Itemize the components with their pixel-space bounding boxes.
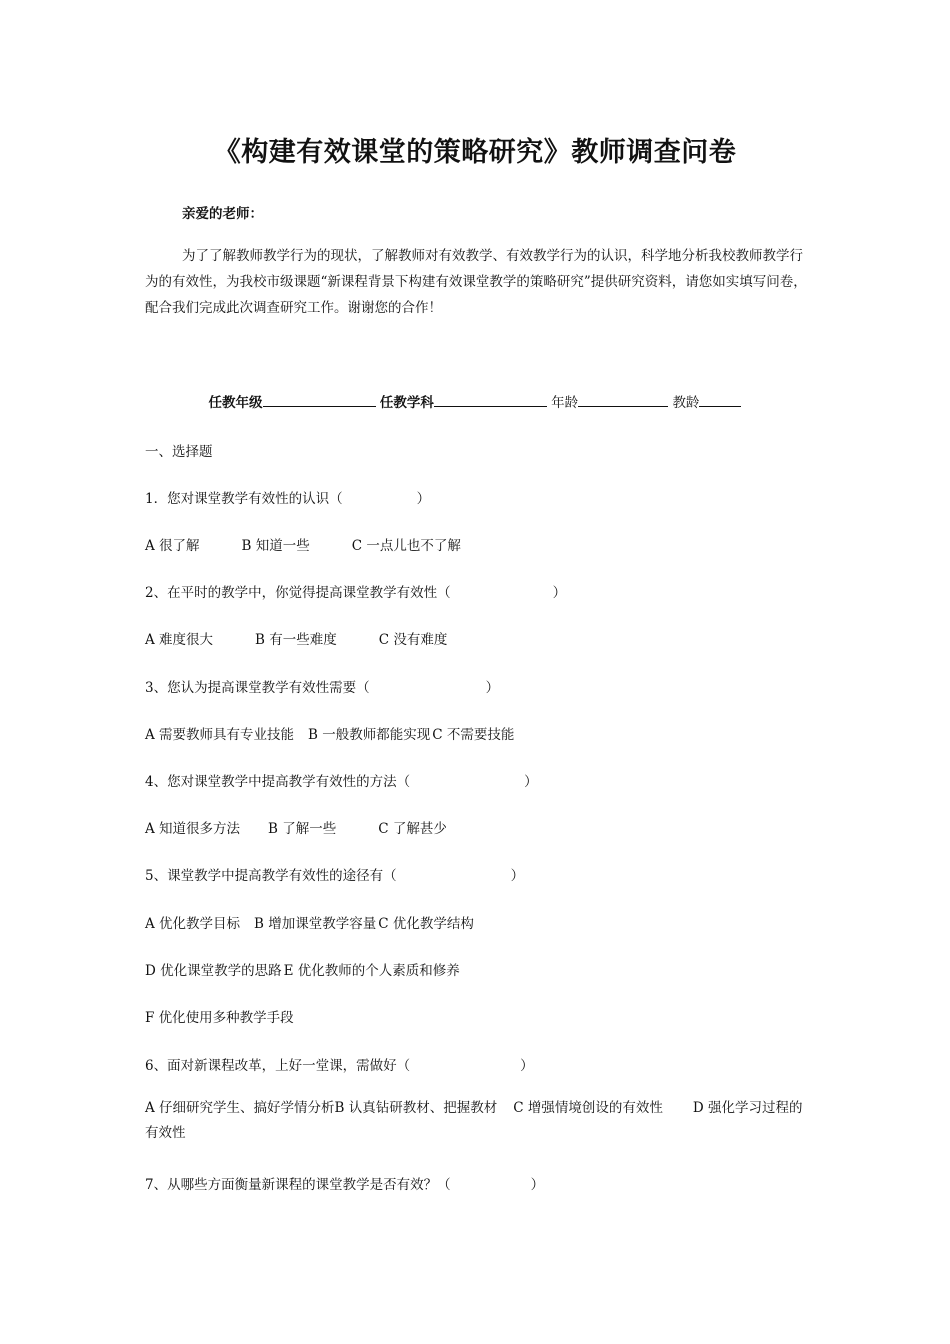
option-d[interactable]: D 强化学习过程的有效性 — [145, 1100, 803, 1141]
question-2 — [145, 581, 566, 601]
question-5-options-row-3 — [145, 1006, 294, 1026]
option-a[interactable]: A 仔细研究学生、搞好学情分析 — [145, 1100, 335, 1116]
option-c[interactable]: C 一点儿也不了解 — [351, 538, 461, 554]
option-c[interactable]: C 优化教学结构 — [378, 916, 474, 932]
option-d[interactable]: D 优化课堂教学的思路 — [145, 963, 282, 979]
answer-paren-close: ） — [520, 1058, 534, 1074]
option-c[interactable]: C 不需要技能 — [432, 727, 515, 743]
age-blank[interactable] — [578, 394, 668, 407]
option-b[interactable]: B 了解一些 — [268, 821, 337, 837]
question-5-options-row-2 — [145, 959, 460, 979]
option-c[interactable]: C 了解甚少 — [378, 821, 447, 837]
option-a[interactable]: A 知道很多方法 — [145, 821, 241, 837]
grade-label: 任教年级 — [208, 395, 263, 411]
option-e[interactable]: E 优化教师的个人素质和修养 — [283, 963, 460, 979]
option-a[interactable]: A 优化教学目标 — [145, 916, 241, 932]
question-5 — [145, 864, 524, 884]
subject-label: 任教学科 — [379, 395, 434, 411]
option-c[interactable]: C 没有难度 — [378, 632, 448, 648]
question-stem: 1．您对课堂教学有效性的认识（ — [145, 491, 343, 507]
grade-blank[interactable] — [263, 394, 376, 407]
question-stem: 2、在平时的教学中，你觉得提高课堂教学有效性（ — [145, 585, 451, 601]
option-a[interactable]: A 难度很大 — [145, 632, 214, 648]
answer-paren-close: ） — [552, 585, 567, 601]
age-label: 年龄 — [551, 395, 579, 411]
section-title: 一、选择题 — [145, 444, 213, 460]
question-stem: 4、您对课堂教学中提高教学有效性的方法（ — [145, 774, 411, 790]
question-stem: 6、面对新课程改革，上好一堂课，需做好（ — [145, 1058, 411, 1074]
question-4 — [145, 770, 538, 790]
question-5-options-row-1 — [145, 912, 474, 932]
question-1-options — [145, 534, 461, 554]
question-stem: 3、您认为提高课堂教学有效性需要（ — [145, 680, 370, 696]
question-1 — [145, 487, 430, 507]
question-stem: 7、从哪些方面衡量新课程的课堂教学是否有效？（ — [145, 1177, 451, 1193]
option-c[interactable]: C 增强情境创设的有效性 — [513, 1100, 663, 1116]
question-3-options — [145, 723, 514, 743]
answer-paren-close: ） — [416, 491, 431, 507]
option-f[interactable]: F 优化使用多种教学手段 — [145, 1010, 294, 1026]
intro-paragraph: 为了了解教师教学行为的现状，了解教师对有效教学、有效教学行为的认识，科学地分析我校教师教学行为的有效性，为我校市级课题“新课程背景下构建有效课堂教学的策略研究”提供研究资料，请您如实填写问卷，配合我们完成此次调查研究工作。谢谢您的合作！ — [145, 248, 807, 316]
question-stem: 5、课堂教学中提高教学有效性的途径有（ — [145, 868, 397, 884]
teaching-years-label: 教龄 — [672, 395, 700, 411]
option-a[interactable]: A 需要教师具有专业技能 — [145, 727, 295, 743]
teaching-years-blank[interactable] — [699, 394, 741, 407]
question-7 — [145, 1173, 544, 1193]
option-b[interactable]: B 增加课堂教学容量 — [254, 916, 377, 932]
answer-paren-close: ） — [485, 680, 500, 696]
question-3 — [145, 676, 499, 696]
question-4-options — [145, 817, 447, 837]
subject-blank[interactable] — [434, 394, 547, 407]
greeting: 亲爱的老师： — [182, 206, 263, 222]
question-2-options — [145, 628, 447, 648]
question-6-options — [145, 1096, 811, 1146]
answer-paren-close: ） — [524, 774, 538, 790]
option-b[interactable]: B 认真钻研教材、把握教材 — [334, 1100, 498, 1116]
option-b[interactable]: B 有一些难度 — [255, 632, 337, 648]
respondent-info-line — [0, 391, 950, 411]
question-6 — [145, 1054, 534, 1074]
option-a[interactable]: A 很了解 — [145, 538, 200, 554]
page-title: 《构建有效课堂的策略研究》教师调查问卷 — [213, 137, 737, 168]
answer-paren-close: ） — [530, 1177, 545, 1193]
answer-paren-close: ） — [510, 868, 525, 884]
option-b[interactable]: B 一般教师都能实现 — [308, 727, 431, 743]
option-b[interactable]: B 知道一些 — [241, 538, 310, 554]
